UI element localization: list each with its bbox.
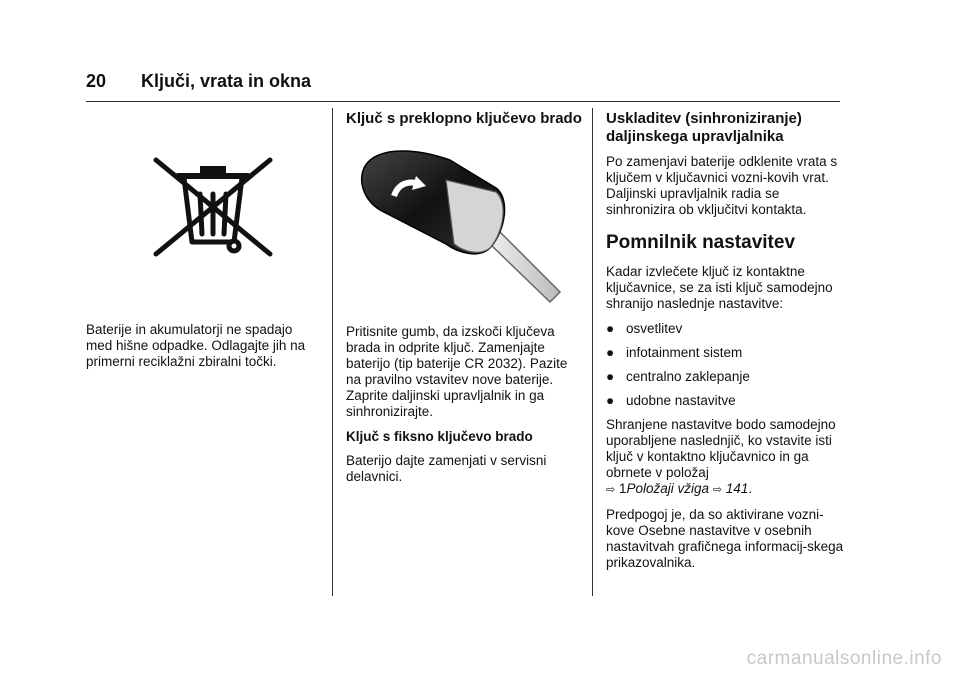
sync-heading: Uskladitev (sinhroniziranje) daljinskega upravljalnika — [606, 110, 802, 145]
memory-heading: Pomnilnik nastavitev — [606, 232, 796, 253]
memory-intro: Kadar izvlečete ključ iz kontaktne ključavnice, se za isti ključ samodejno shranijo naslednje nastavitve: — [606, 264, 833, 311]
list-item: ● osvetlitev — [606, 321, 683, 336]
page-number: 20 — [86, 71, 107, 91]
bullet-icon: ● — [606, 393, 615, 408]
flip-key-illustration — [350, 140, 570, 310]
crossed-out-bin-icon — [148, 154, 278, 264]
cross-reference-link[interactable]: Položaji vžiga — [626, 481, 710, 496]
flip-key-instructions: Pritisnite gumb, da izskoči ključeva brada in odprite ključ. Zamenjajte baterijo (tip baterije CR 2032). Pazite na pravilno vstavitev nove baterije. Zaprite daljinski upravljalnik in ga sinhronizirajte. — [346, 324, 568, 419]
column-3 — [606, 110, 846, 580]
watermark: carmanualsonline.info — [746, 648, 942, 669]
settings-list — [606, 321, 846, 409]
column-divider-1 — [332, 108, 333, 596]
stored-settings-text: Shranjene nastavitve bodo samodejno uporabljene naslednjič, ko vstavite isti ključ v kontaktno ključavnico in ga obrnete v položaj ⇨ 1Položaji vžiga ⇨ 141. — [606, 417, 836, 496]
bullet-icon: ● — [606, 369, 615, 384]
page-reference-link[interactable]: 141 — [725, 481, 749, 496]
column-1 — [86, 110, 318, 379]
column-2 — [346, 110, 582, 494]
sync-text: Po zamenjavi baterije odklenite vrata s ključem v ključavnici vozni-kovih vrat. Daljinski upravljalnik radia se sinhronizira ob vključitvi kontakta. — [606, 154, 838, 217]
column-divider-2 — [592, 108, 593, 596]
battery-disposal-text: Baterije in akumulatorji ne spadajo med hišne odpadke. Odlagajte jih na primerni reciklažni zbiralni točki. — [86, 322, 306, 369]
page-header — [86, 71, 311, 92]
chapter-title: Ključi, vrata in okna — [141, 71, 312, 91]
fixed-key-subheading: Ključ s fiksno ključevo brado — [346, 429, 533, 444]
bullet-icon: ● — [606, 345, 615, 360]
list-item: ● infotainment sistem — [606, 345, 743, 360]
cross-reference-arrow-icon: ⇨ — [606, 484, 616, 496]
page-reference-arrow-icon: ⇨ — [712, 484, 723, 496]
bullet-icon: ● — [606, 321, 615, 336]
prerequisite-text: Predpogoj je, da so aktivirane vozni-kove Osebne nastavitve v osebnih nastavitvah grafičnega informacij-skega prikazovalnika. — [606, 507, 844, 570]
header-rule — [86, 101, 840, 102]
section-heading: Ključ s preklopno ključevo brado — [346, 110, 582, 127]
list-item: ● centralno zaklepanje — [606, 369, 750, 384]
fixed-key-text: Baterijo dajte zamenjati v servisni delavnici. — [346, 453, 547, 484]
list-item: ● udobne nastavitve — [606, 393, 736, 408]
